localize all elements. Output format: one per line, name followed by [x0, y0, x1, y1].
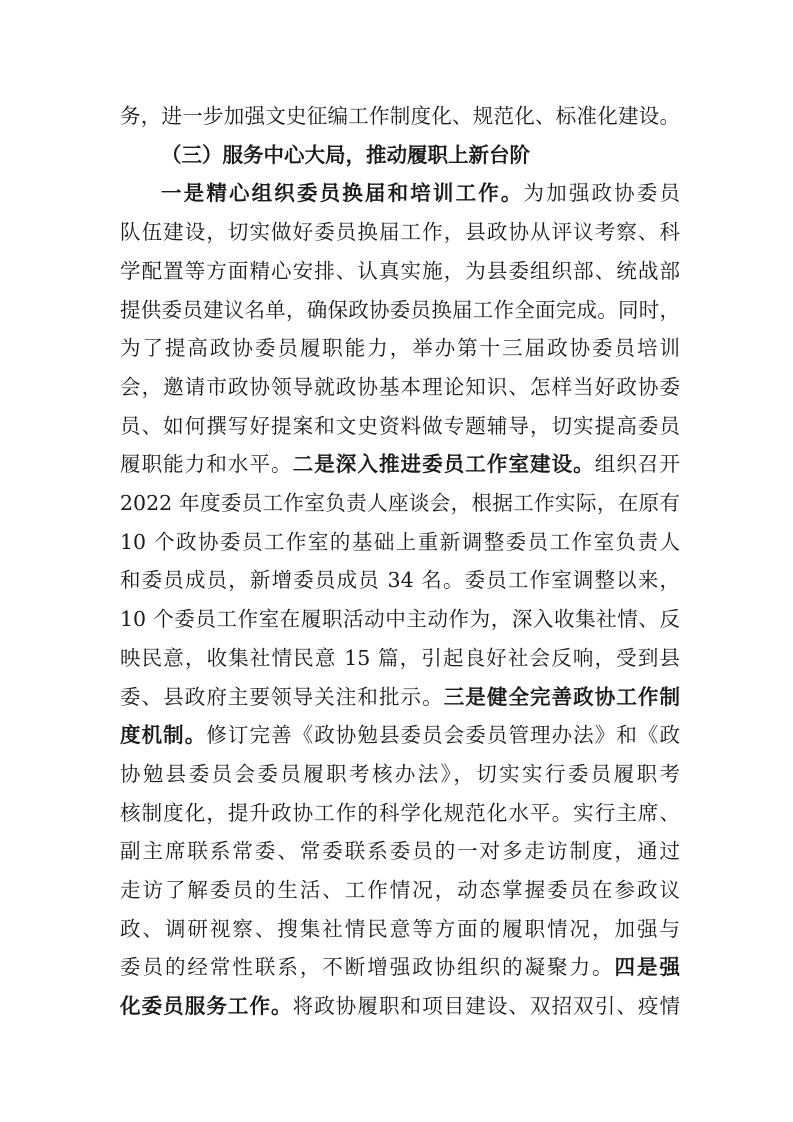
text-run: 为了提高政协委员履职能力，举办第十三届政协委员培训	[120, 336, 680, 361]
text-line	[120, 524, 680, 560]
text-line	[120, 717, 680, 753]
section-heading	[161, 137, 680, 173]
text-run: 副主席联系常委、常委联系委员的一对多走访制度，通过	[120, 839, 680, 864]
text-line	[161, 175, 680, 211]
text-run: 和委员成员，新增委员成员 34 名。委员工作室调整以来，	[120, 568, 680, 593]
bold-phrase: 四是强	[614, 955, 681, 980]
text-line	[120, 949, 680, 985]
text-run: 学配置等方面精心安排、认真实施，为县委组织部、统战部	[120, 258, 680, 283]
text-run: 队伍建设，切实做好委员换届工作，县政协从评议考察、科	[120, 220, 680, 245]
bold-phrase: 一是精心组织委员换届和培训工作。	[161, 181, 524, 206]
text-line	[120, 988, 680, 1024]
bold-phrase: 度机制。	[120, 723, 207, 748]
text-line	[120, 408, 680, 444]
text-run: 协勉县委员会委员履职考核办法》，切实实行委员履职考	[120, 761, 680, 786]
text-run: 政、调研视察、搜集社情民意等方面的履职情况，加强与	[120, 916, 680, 941]
text-line	[120, 330, 680, 366]
text-line	[120, 833, 680, 869]
text-line	[120, 369, 680, 405]
text-run: 委、县政府主要领导关注和批示。	[120, 684, 444, 709]
text-run: 会，邀请市政协领导就政协基本理论知识、怎样当好政协委	[120, 374, 680, 399]
text-line	[120, 795, 680, 831]
text-run: 务，进一步加强文史征编工作制度化、规范化、标准化建设。	[120, 104, 680, 128]
text-run: 为加强政协委员	[523, 181, 681, 206]
bold-phrase: 二是深入推进委员工作室建设。	[292, 452, 595, 477]
bold-phrase: （三）服务中心大局，推动履职上新台阶	[161, 142, 530, 167]
text-run: 履职能力和水平。	[120, 452, 293, 477]
text-run: 将政协履职和项目建设、双招双引、疫情	[292, 994, 680, 1019]
text-run: 2022 年度委员工作室负责人座谈会，根据工作实际，在原有	[120, 491, 680, 515]
text-line	[120, 485, 680, 521]
text-run: 员、如何撰写好提案和文史资料做专题辅导，切实提高委员	[120, 413, 680, 438]
text-run: 10 个委员工作室在履职活动中主动作为，深入收集社情、反	[120, 607, 680, 632]
text-run: 核制度化，提升政协工作的科学化规范化水平。实行主席、	[120, 800, 680, 825]
text-line	[120, 446, 680, 482]
text-line	[120, 872, 680, 908]
text-run: 走访了解委员的生活、工作情况，动态掌握委员在参政议	[120, 878, 680, 902]
text-run: 组织召开	[594, 452, 681, 477]
text-line	[120, 253, 680, 289]
bold-phrase: 三是健全完善政协工作制	[443, 684, 681, 709]
text-line	[120, 562, 680, 598]
text-run: 委员的经常性联系，不断增强政协组织的凝聚力。	[120, 955, 615, 980]
text-run: 映民意，收集社情民意 15 篇，引起良好社会反响，受到县	[120, 645, 680, 670]
text-line	[120, 601, 680, 637]
text-line	[120, 292, 680, 328]
text-run: 提供委员建议名单，确保政协委员换届工作全面完成。同时，	[120, 297, 680, 322]
text-line	[120, 756, 680, 792]
text-line	[120, 98, 680, 134]
text-line	[120, 679, 680, 715]
text-run: 修订完善《政协勉县委员会委员管理办法》和《政	[206, 723, 681, 748]
bold-phrase: 化委员服务工作。	[120, 994, 293, 1019]
text-line	[120, 214, 680, 250]
text-run: 10 个政协委员工作室的基础上重新调整委员工作室负责人	[120, 529, 680, 554]
text-line	[120, 911, 680, 947]
text-line	[120, 640, 680, 676]
